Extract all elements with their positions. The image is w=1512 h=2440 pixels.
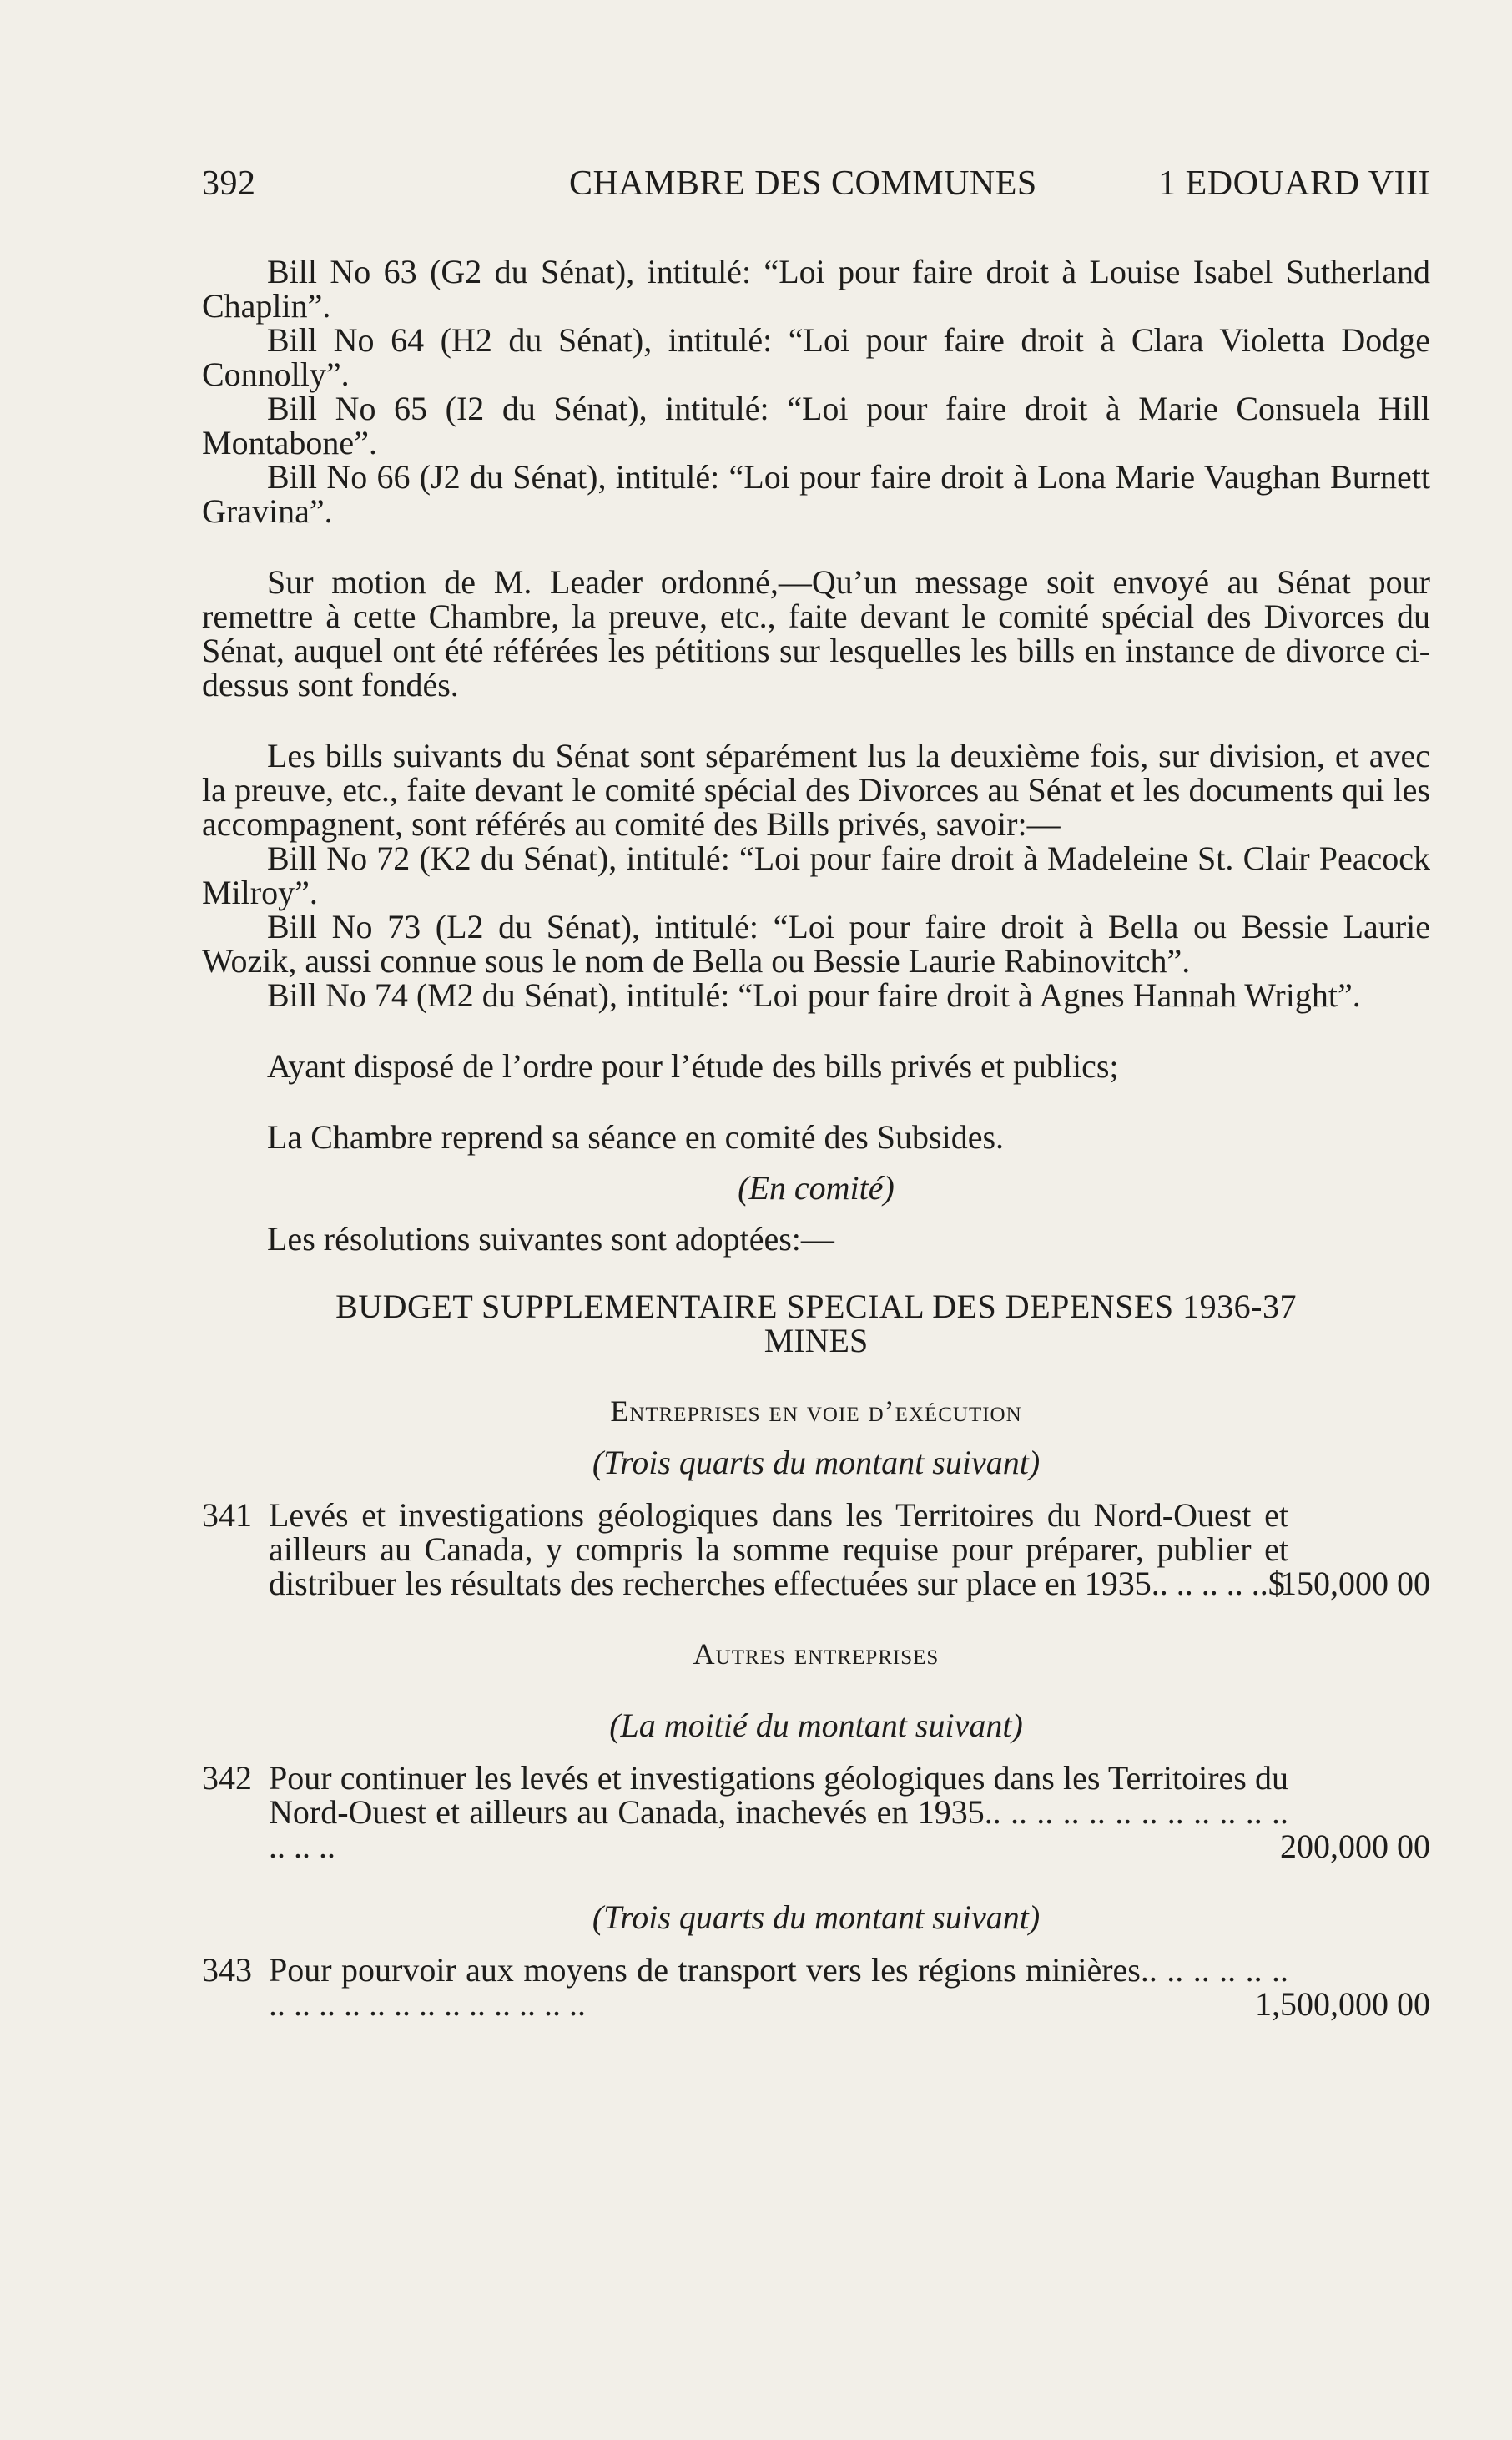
bill-entry: Bill No 72 (K2 du Sénat), intitulé: “Loi pour faire droit à Madeleine St. Clair Peacock Milroy”. [202,839,1430,911]
vote-item [202,1953,1430,2021]
vote-item [202,1498,1430,1601]
bill-entry: Bill No 64 (H2 du Sénat), intitulé: “Loi pour faire droit à Clara Violetta Dodge Connolly”. [202,321,1430,393]
vote-item [202,1761,1430,1863]
vote-number: 343 [202,1951,252,1989]
page-body [202,255,1430,2021]
bill-entry: Bill No 73 (L2 du Sénat), intitulé: “Loi pour faire droit à Bella ou Bessie Laurie Wozik, aussi connue sous le nom de Bella ou Bessie Laurie Rabinovitch”. [202,908,1430,980]
budget-title: BUDGET SUPPLEMENTAIRE SPECIAL DES DEPENSES 1936-37 [335,1288,1297,1325]
vote-amount: 200,000 00 [1280,1827,1430,1865]
resolutions-paragraph: Les résolutions suivantes sont adoptées:— [267,1220,834,1258]
section-note: (Trois quarts du montant suivant) [592,1898,1041,1936]
vote-description: Pour pourvoir aux moyens de transport vers les régions minières.. .. .. .. .. .. .. .. .. .. .. .. .. .. .. .. .. .. .. [269,1951,1288,2023]
resume-sitting-paragraph: La Chambre reprend sa séance en comité des Subsides. [267,1118,1005,1156]
bill-entry: Bill No 65 (I2 du Sénat), intitulé: “Loi pour faire droit à Marie Consuela Hill Montabone”. [202,390,1430,461]
budget-subtitle: MINES [764,1322,869,1359]
vote-amount: 150,000 00 [1280,1565,1430,1602]
bill-entry: Bill No 66 (J2 du Sénat), intitulé: “Loi pour faire droit à Lona Marie Vaughan Burnett Gravina”. [202,458,1430,530]
section-heading: Autres entreprises [693,1637,940,1671]
section-note: (Trois quarts du montant suivant) [592,1444,1041,1481]
motion-paragraph: Sur motion de M. Leader ordonné,—Qu’un message soit envoyé au Sénat pour remettre à cette Chambre, la preuve, etc., faite devant le comité spécial des Divorces du Sénat, auquel ont été référées les pétitions sur lesquelles les bills en instance de divorce ci-dessus sont fondés. [202,563,1430,703]
vote-description: Levés et investigations géologiques dans les Territoires du Nord-Ouest et ailleurs au Canada, y compris la somme requise pour préparer, publier et distribuer les résultats des recherches effectuées sur place en 1935.. .. .. .. ..$ [269,1496,1288,1602]
second-reading-paragraph: Les bills suivants du Sénat sont séparément lus la deuxième fois, sur division, et avec la preuve, etc., faite devant le comité spécial des Divorces au Sénat et les documents qui les accompagnent, sont référés au comité des Bills privés, savoir:— [202,737,1430,843]
section-heading: Entreprises en voie d’exécution [610,1394,1022,1428]
running-header [202,164,1430,214]
order-disposed-paragraph: Ayant disposé de l’ordre pour l’étude des bills privés et publics; [267,1047,1119,1085]
vote-amount: 1,500,000 00 [1255,1985,1430,2023]
section-note: (La moitié du montant suivant) [609,1706,1023,1744]
vote-description: Pour continuer les levés et investigations géologiques dans les Territoires du Nord-Ouest et ailleurs au Canada, inachevés en 1935.. .. .. .. .. .. .. .. .. .. .. .. .. .. .. [269,1759,1288,1865]
page-number: 392 [202,164,256,203]
header-regnal-year: 1 EDOUARD VIII [1158,164,1430,203]
header-title: CHAMBRE DES COMMUNES [569,164,1037,203]
vote-number: 341 [202,1496,252,1534]
in-committee-note: (En comité) [738,1169,895,1207]
vote-number: 342 [202,1759,252,1797]
bill-entry: Bill No 74 (M2 du Sénat), intitulé: “Loi pour faire droit à Agnes Hannah Wright”. [267,976,1361,1014]
bill-entry: Bill No 63 (G2 du Sénat), intitulé: “Loi pour faire droit à Louise Isabel Sutherland Chaplin”. [202,253,1430,325]
